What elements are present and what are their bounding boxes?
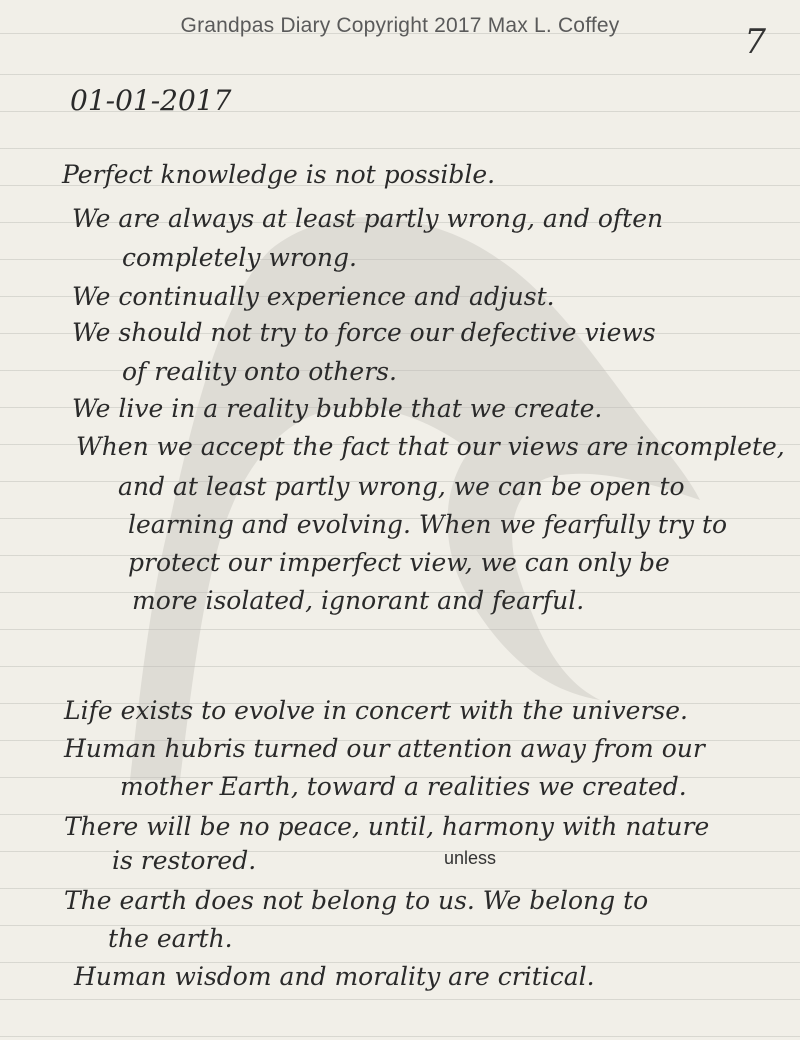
inserted-word: unless xyxy=(444,848,497,868)
page-header: Grandpas Diary Copyright 2017 Max L. Coffey xyxy=(180,14,620,37)
entry-line: learning and evolving. When we fearfully try to xyxy=(128,510,728,539)
entry-date: 01-01-2017 xyxy=(70,84,232,117)
page-number: 7 xyxy=(744,22,766,62)
entry-line: mother Earth, toward a realities we created. xyxy=(120,772,687,801)
entry-line: completely wrong. xyxy=(122,243,357,272)
entry-line: The earth does not belong to us. We belong to xyxy=(64,886,649,915)
entry-line: protect our imperfect view, we can only be xyxy=(128,548,670,577)
entry-line: We live in a reality bubble that we create. xyxy=(72,394,603,423)
entry-line: the earth. xyxy=(108,924,233,953)
entry-line: Perfect knowledge is not possible. xyxy=(62,160,496,189)
entry-line: When we accept the fact that our views are incomplete, xyxy=(76,432,785,461)
entry-line: more isolated, ignorant and fearful. xyxy=(132,586,585,615)
entry-line: Life exists to evolve in concert with the universe. xyxy=(64,696,688,725)
entry-line: There will be no peace, until, harmony with nature xyxy=(64,812,710,841)
entry-line: We continually experience and adjust. xyxy=(72,282,555,311)
entry-line: of reality onto others. xyxy=(122,357,397,386)
entry-line: and at least partly wrong, we can be open to xyxy=(118,472,685,501)
entry-line: is restored. xyxy=(112,846,257,875)
entry-line: We should not try to force our defective views xyxy=(72,318,656,347)
entry-line: Human hubris turned our attention away from our xyxy=(64,734,705,763)
entry-line: We are always at least partly wrong, and often xyxy=(72,204,664,233)
entry-line: Human wisdom and morality are critical. xyxy=(74,962,595,991)
